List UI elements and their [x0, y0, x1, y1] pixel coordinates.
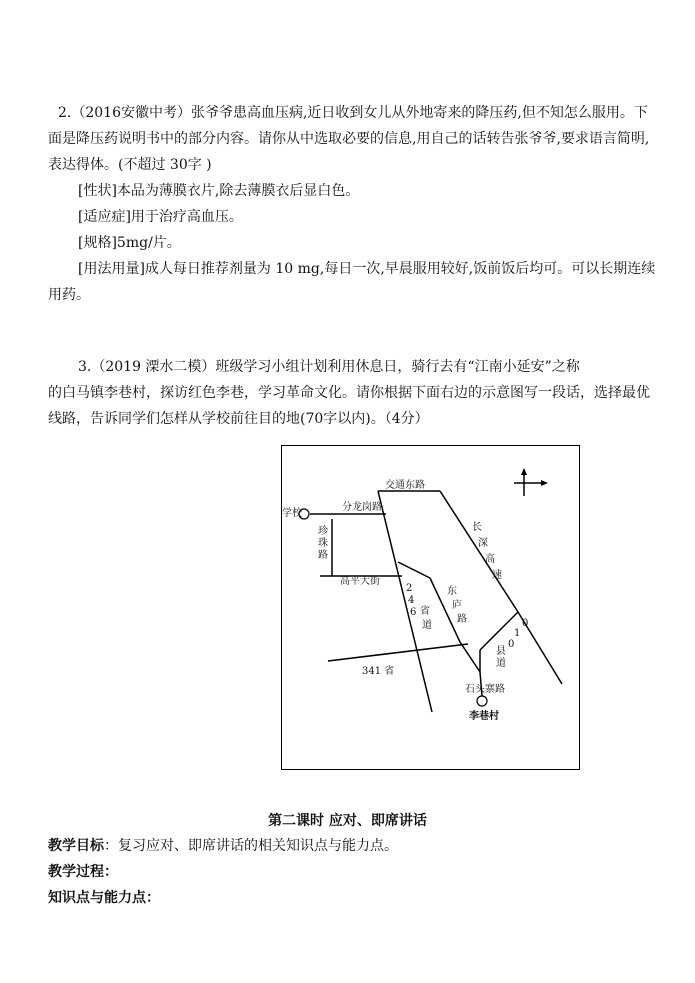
- label-246-1: 2: [406, 583, 413, 594]
- label-shitou: 石头寨路: [465, 684, 505, 695]
- q2-line-1: 2.（2016安徽中考）张爷爷患高血压病,近日收到女儿从外地寄来的降压药,但不知怎么服用。下: [58, 105, 648, 121]
- label-341: 341 省: [362, 666, 395, 677]
- compass-north-arrow: [521, 468, 527, 475]
- q3-line-1: 3.（2019 溧水二模）班级学习小组计划利用休息日，骑行去有“江南小延安”之称: [78, 359, 580, 375]
- teaching-goal-text: ：复习应对、即席讲话的相关知识点与能力点。: [104, 838, 398, 854]
- knowledge-points-colon: ：: [146, 890, 160, 906]
- label-jiaotong: 交通东路: [385, 480, 425, 491]
- label-zhenzhu-2: 珠: [318, 538, 328, 549]
- teaching-process-label: 教学过程: [48, 864, 104, 880]
- q2-item-indication: [适应症]用于治疗高血压。: [78, 209, 243, 225]
- label-zhenzhu-3: 路: [318, 550, 328, 561]
- knowledge-points-label: 知识点与能力点: [48, 890, 146, 906]
- teaching-goal: [48, 836, 398, 856]
- q2-line-3: 表达得体。(不超过 30字 ): [48, 157, 212, 173]
- q3-line-3: 线路，告诉同学们怎样从学校前往目的地(70字以内)。（4分）: [48, 411, 429, 427]
- label-changshen-2: 深: [478, 538, 488, 549]
- teaching-process: [48, 862, 118, 882]
- label-school: 学校: [282, 508, 302, 519]
- teaching-goal-label: 教学目标: [48, 838, 104, 854]
- label-010-2: 1: [514, 628, 521, 639]
- label-donglu-3: 路: [457, 614, 467, 625]
- label-gaoping: 高平大街: [340, 576, 380, 587]
- lixiang-marker: [477, 696, 487, 706]
- q2-item-spec: [规格]5mg/片。: [78, 235, 181, 251]
- route-map: [281, 445, 580, 770]
- label-010-3: 0: [508, 639, 515, 650]
- road-246: [378, 491, 432, 712]
- label-fenlong: 分龙岗路: [342, 502, 382, 513]
- label-changshen-1: 长: [472, 522, 482, 533]
- knowledge-points: [48, 888, 160, 908]
- donglu-road-c: [460, 642, 480, 672]
- label-246-3: 6: [410, 607, 417, 618]
- q3-line-2: 的白马镇李巷村，探访红色李巷，学习革命文化。请你根据下面右边的示意图写一段话，选择最优: [48, 385, 650, 401]
- label-246-5: 道: [422, 620, 432, 631]
- label-zhenzhu-1: 珍: [318, 526, 328, 537]
- q2-item-property: [性状]本品为薄膜衣片,除去薄膜衣后显白色。: [78, 183, 360, 199]
- label-lixiang: 李巷村: [469, 711, 499, 722]
- lesson-heading: 第二课时 应对、即席讲话: [268, 813, 427, 829]
- donglu-road-a: [398, 562, 430, 578]
- label-donglu-1: 东: [447, 586, 457, 597]
- route-map-svg: [282, 446, 579, 769]
- q2-item-dosage: [用法用量]成人每日推荐剂量为 10 mg,每日一次,早晨服用较好,饭前饭后均可。可以长期连续: [78, 261, 656, 277]
- label-010-1: 0: [522, 618, 529, 629]
- label-donglu-2: 庐: [452, 600, 462, 611]
- label-246-2: 4: [408, 595, 415, 606]
- label-changshen-4: 速: [492, 570, 502, 581]
- teaching-process-colon: ：: [104, 864, 118, 880]
- road-341: [328, 644, 468, 661]
- label-xiandao-1: 县: [496, 646, 506, 657]
- label-xiandao-2: 道: [496, 658, 506, 669]
- label-changshen-3: 高: [485, 554, 495, 565]
- compass-east-arrow: [541, 480, 548, 486]
- q2-line-2: 面是降压药说明书中的部分内容。请你从中选取必要的信息,用自己的话转告张爷爷,要求语言简明,: [48, 131, 650, 147]
- label-246-4: 省: [420, 606, 430, 617]
- q2-item-dosage-cont: 用药。: [48, 287, 90, 303]
